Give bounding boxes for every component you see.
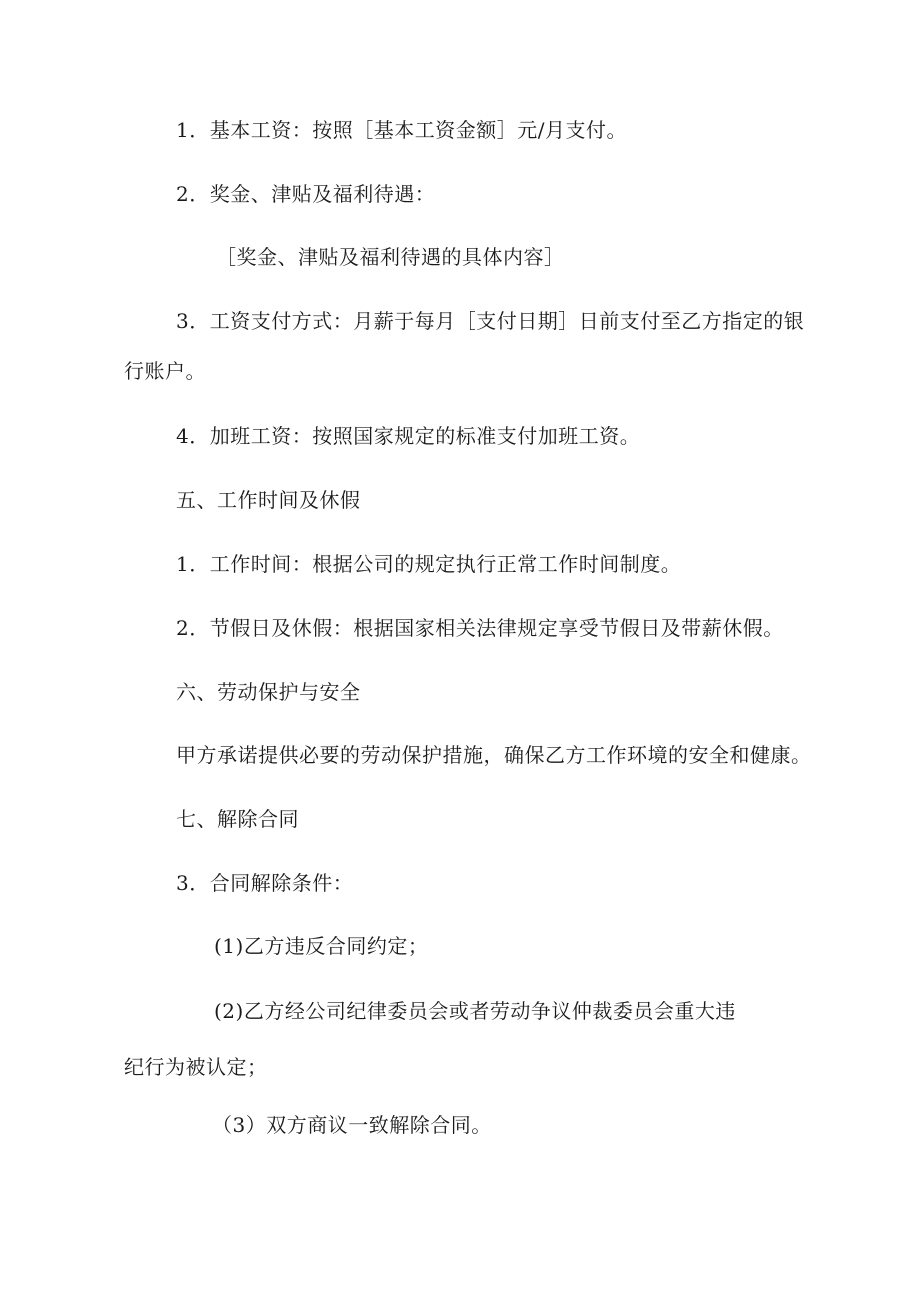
holidays-line: 2．节假日及休假：根据国家相关法律规定享受节假日及带薪休假。: [176, 616, 784, 640]
termination-condition-2: (2)乙方经公司纪律委员会或者劳动争议仲裁委员会重大违: [214, 999, 736, 1023]
labor-protection-line: 甲方承诺提供必要的劳动保护措施，确保乙方工作环境的安全和健康。: [176, 743, 812, 767]
salary-basic-line: 1．基本工资：按照［基本工资金额］元/月支付。: [176, 118, 627, 142]
overtime-pay-line: 4．加班工资：按照国家规定的标准支付加班工资。: [176, 424, 641, 448]
salary-bonus-heading: 2．奖金、津贴及福利待遇：: [176, 182, 436, 206]
salary-payment-continuation: 行账户。: [124, 359, 206, 383]
section-seven-heading: 七、解除合同: [176, 807, 299, 831]
termination-condition-2-continuation: 纪行为被认定；: [124, 1055, 268, 1079]
salary-bonus-placeholder: ［奖金、津贴及福利待遇的具体内容］: [216, 245, 565, 269]
termination-condition-3: （3）双方商议一致解除合同。: [212, 1113, 492, 1137]
section-five-heading: 五、工作时间及休假: [176, 488, 361, 512]
termination-condition-1: (1)乙方违反合同约定；: [214, 934, 429, 958]
salary-payment-line: 3．工资支付方式：月薪于每月［支付日期］日前支付至乙方指定的银: [176, 309, 805, 333]
section-six-heading: 六、劳动保护与安全: [176, 680, 361, 704]
termination-conditions-heading: 3．合同解除条件：: [176, 871, 354, 895]
working-hours-line: 1．工作时间：根据公司的规定执行正常工作时间制度。: [176, 552, 682, 576]
